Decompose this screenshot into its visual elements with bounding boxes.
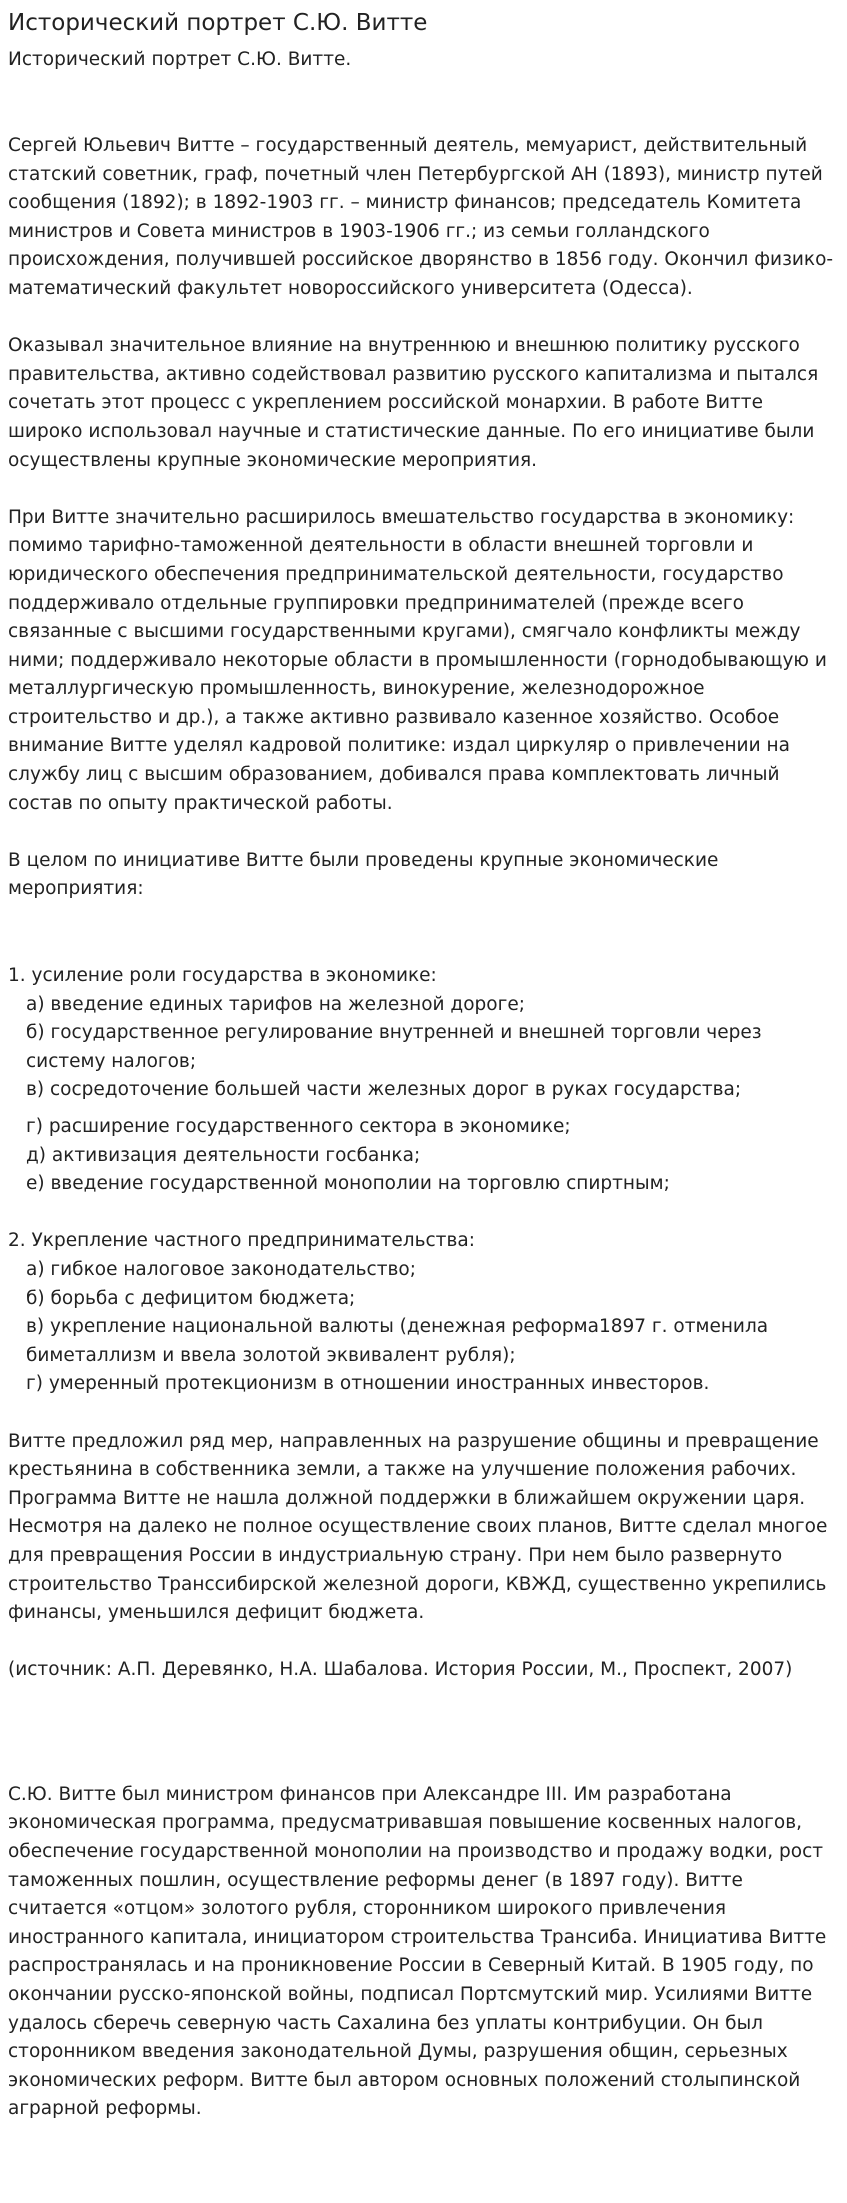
list-heading: 1. усиление роли государства в экономике: — [8, 965, 437, 987]
list-item: б) борьба с дефицитом бюджета; — [26, 1287, 356, 1309]
list-item: в) сосредоточение большей части железных дорог в руках государства; — [26, 1079, 742, 1101]
list-item: а) гибкое налоговое законодательство; — [26, 1258, 416, 1280]
list-item: е) введение государственной монополии на торговлю спиртным; — [26, 1173, 670, 1195]
list-item: г) расширение государственного сектора в экономике; — [26, 1116, 571, 1137]
source-citation: (источник: А.П. Деревянко, Н.А. Шабалова. История России, М., Проспект, 2007) — [8, 1659, 793, 1681]
list-item: а) введение единых тарифов на железной дороге; — [26, 993, 525, 1015]
paragraph-measures-intro: В целом по инициативе Витте были проведены крупные экономические мероприятия: — [8, 849, 725, 900]
paragraph-summary: С.Ю. Витте был министром финансов при Александре III. Им разработана экономическая программа, предусматривавшая повышение косвенных налогов, обеспечение государственной монополии на производство и продажу водки, рост таможенных пошлин, осуществление реформы денег (в 1897 году). Витте считается «отцом» золотого рубля, сторонником широкого привлечения иностранного капитала, инициатором строительства Трансиба. Инициатива Витте распространялась и на проникновение России в Северный Китай. В 1905 году, по окончании русско-японской войны, подписал Портсмутский мир. Усилиями Витте удалось сберечь северную часть Сахалина без уплаты контрибуции. Он был сторонником введения законодательной Думы, разрушения общин, серьезных экономических реформ. Витте был автором основных положений столыпинской аграрной реформы. — [8, 1783, 833, 2120]
page-subtitle: Исторический портрет С.Ю. Витте. — [8, 49, 352, 70]
measures-list-1 — [8, 962, 839, 1199]
list-item: г) умеренный протекционизм в отношении иностранных инвесторов. — [26, 1373, 710, 1395]
paragraph-state-intervention: При Витте значительно расширилось вмешательство государства в экономику: помимо тарифно-таможенной деятельности в области внешней торговли и юридического обеспечения предпринимательской деятельности, государство поддерживало отдельные группировки предпринимателей (прежде всего связанные с высшими государственными кругами), смягчало конфликты между ними; поддерживало некоторые области в промышленности (горнодобывающую и металлургическую промышленность, винокурение, железнодорожное строительство и др.), а также активно развивало казенное хозяйство. Особое внимание Витте уделял кадровой политике: издал циркуляр о привлечении на службу лиц с высшим образованием, добивался права комплектовать личный состав по опыту практической работы. — [8, 506, 833, 814]
list-item: в) укрепление национальной валюты (денежная реформа1897 г. отменила биметаллизм и ввела золотой эквивалент рубля); — [26, 1316, 769, 1366]
list-item: д) активизация деятельности госбанка; — [26, 1144, 421, 1166]
paragraph-reforms: Витте предложил ряд мер, направленных на разрушение общины и превращение крестьянина в собственника земли, а также на улучшение положения рабочих. Программа Витте не нашла должной поддержки в ближайшем окружении царя. Несмотря на далеко не полное осуществление своих планов, Витте сделал многое для превращения России в индустриальную страну. При нем было развернуто строительство Транссибирской железной дороги, КВЖД, существенно укрепились финансы, уменьшился дефицит бюджета. — [8, 1430, 834, 1624]
paragraph-influence: Оказывал значительное влияние на внутреннюю и внешнюю политику русского правительства, активно содействовал развитию русского капитализма и пытался сочетать этот процесс с укреплением российской монархии. В работе Витте широко использовал научные и статистические данные. По его инициативе были осуществлены крупные экономические мероприятия. — [8, 335, 825, 471]
list-item: б) государственное регулирование внутренней и внешней торговли через систему налогов; — [26, 1022, 762, 1072]
list-heading: 2. Укрепление частного предпринимательства: — [8, 1230, 475, 1252]
measures-list-2 — [8, 1227, 839, 1399]
page-title: Исторический портрет С.Ю. Витте — [8, 10, 428, 36]
paragraph-biography: Сергей Юльевич Витте – государственный деятель, мемуарист, действительный статский советник, граф, почетный член Петербургской АН (1893), министр путей сообщения (1892); в 1892-1903 гг. – министр финансов; председатель Комитета министров и Совета министров в 1903-1906 гг.; из семьи голландского происхождения, получившей российское дворянство в 1856 году. Окончил физико-математический факультет новороссийского университета (Одесса). — [8, 135, 834, 299]
